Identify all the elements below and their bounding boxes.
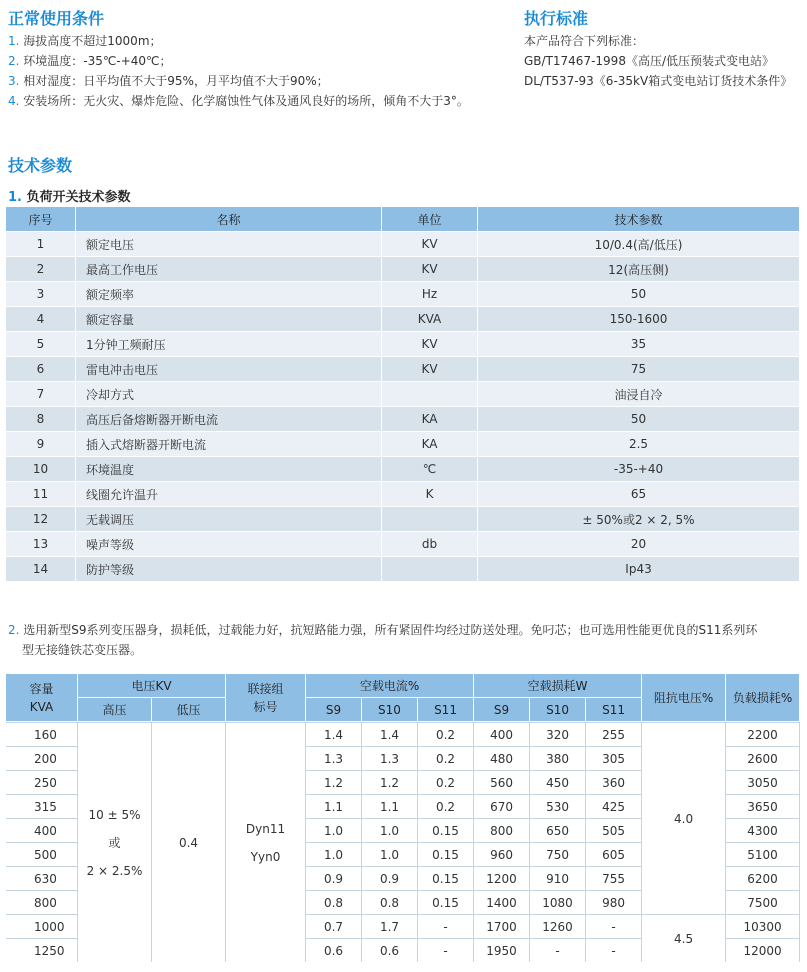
cell-load-loss: 4300 [726,818,800,842]
cell-noload-loss: 1700 [474,914,530,938]
col-header-capacity-l1: 容量 [29,681,54,696]
col-header-impedance: 阻抗电压% [642,674,726,722]
cell-name: 无载调压 [76,506,382,531]
high-voltage-line: 10 ± 5% [88,807,141,822]
cell-noload-loss: 255 [586,722,642,746]
col-header-capacity [6,674,78,722]
cell-index: 9 [6,431,76,456]
cell-capacity: 400 [6,818,78,842]
cell-noload-current: 1.4 [306,722,362,746]
cell-connection-group [226,722,306,962]
condition-text: 相对湿度：日平均值不大于95%，月平均值不大于90%； [23,74,329,88]
cell-name: 额定频率 [76,281,382,306]
cell-noload-current: 0.8 [306,890,362,914]
cell-unit: K [382,481,478,506]
cell-noload-loss: 605 [586,842,642,866]
cell-noload-loss: 505 [586,818,642,842]
cell-noload-loss: 650 [530,818,586,842]
cell-index: 11 [6,481,76,506]
col-header-s11-loss: S11 [586,698,642,722]
cell-noload-loss: 750 [530,842,586,866]
table-row [6,506,800,531]
cell-name: 噪声等级 [76,531,382,556]
cell-noload-current: 1.1 [306,794,362,818]
cell-noload-current: 1.7 [362,914,418,938]
cell-name: 环境温度 [76,456,382,481]
cell-value: 65 [478,481,800,506]
cell-name: 1分钟工频耐压 [76,331,382,356]
cell-name: 最高工作电压 [76,256,382,281]
table-row [6,406,800,431]
cell-unit: KV [382,256,478,281]
cell-capacity: 160 [6,722,78,746]
cell-value: 10/0.4(高/低压) [478,231,800,256]
table-header-row [6,674,800,698]
cell-noload-current: 0.2 [418,722,474,746]
col-header-noload-current: 空载电流% [306,674,474,698]
condition-item [8,51,469,71]
cell-impedance: 4.0 [642,722,726,914]
cell-noload-loss: 670 [474,794,530,818]
cell-index: 4 [6,306,76,331]
col-header-s10-loss: S10 [530,698,586,722]
cell-noload-loss: 530 [530,794,586,818]
cell-index: 1 [6,231,76,256]
cell-index: 2 [6,256,76,281]
cell-noload-current: 0.2 [418,794,474,818]
col-header-s9-loss: S9 [474,698,530,722]
cell-noload-current: 1.0 [306,842,362,866]
cell-noload-loss: 480 [474,746,530,770]
cell-name: 额定容量 [76,306,382,331]
cell-value: 油浸自冷 [478,381,800,406]
cell-capacity: 500 [6,842,78,866]
cell-value: ± 50%或2 × 2, 5% [478,506,800,531]
col-header-s10-current: S10 [362,698,418,722]
cell-index: 13 [6,531,76,556]
cell-name: 线圈允许温升 [76,481,382,506]
cell-noload-loss: 425 [586,794,642,818]
cell-noload-current: 1.3 [362,746,418,770]
cell-value: 2.5 [478,431,800,456]
standards-list [524,31,792,91]
high-voltage-line: 或 [108,835,121,850]
cell-index: 3 [6,281,76,306]
cell-noload-current: 0.9 [362,866,418,890]
cell-capacity: 250 [6,770,78,794]
col-header-high-voltage: 高压 [78,698,152,722]
cell-noload-loss: 1200 [474,866,530,890]
cell-noload-loss: 305 [586,746,642,770]
table-row [6,481,800,506]
cell-unit: Hz [382,281,478,306]
condition-item [8,91,469,111]
cell-noload-current: 0.15 [418,842,474,866]
cell-noload-current: 1.1 [362,794,418,818]
cell-index: 8 [6,406,76,431]
cell-value: 75 [478,356,800,381]
table-row [6,306,800,331]
cell-noload-current: 0.2 [418,770,474,794]
cell-value: -35-+40 [478,456,800,481]
cell-index: 14 [6,556,76,581]
cell-noload-loss: 1400 [474,890,530,914]
table1-caption [8,186,131,205]
cell-unit: db [382,531,478,556]
conditions-list [8,31,469,111]
cell-noload-loss: 1080 [530,890,586,914]
condition-item [8,71,469,91]
col-header-value: 技术参数 [478,207,800,231]
cell-value: 150-1600 [478,306,800,331]
cell-noload-loss: 980 [586,890,642,914]
table-row [6,431,800,456]
cell-capacity: 1250 [6,938,78,962]
conditions-title: 正常使用条件 [8,9,105,28]
cell-name: 高压后备熔断器开断电流 [76,406,382,431]
cell-impedance: 4.5 [642,914,726,962]
condition-num: 3. [8,74,20,88]
cell-noload-current: - [418,914,474,938]
table-row [6,381,800,406]
high-voltage-line: 2 × 2.5% [86,863,143,878]
table-header-row [6,207,800,231]
cell-noload-current: 0.15 [418,890,474,914]
cell-value: 35 [478,331,800,356]
cell-noload-current: 0.6 [306,938,362,962]
cell-low-voltage: 0.4 [152,722,226,962]
cell-noload-current: 0.9 [306,866,362,890]
col-header-voltage: 电压KV [78,674,226,698]
para2-line1 [8,620,757,640]
condition-text: 安装场所：无火灾、爆炸危险、化学腐蚀性气体及通风良好的场所，倾角不大于3°。 [23,94,469,108]
cell-load-loss: 7500 [726,890,800,914]
cell-noload-current: 0.6 [362,938,418,962]
table-row [6,331,800,356]
col-header-group-l1: 联接组 [247,681,284,696]
cell-noload-current: 1.0 [306,818,362,842]
col-header-name: 名称 [76,207,382,231]
cell-value: 50 [478,406,800,431]
cell-unit [382,381,478,406]
cell-noload-current: 1.3 [306,746,362,770]
condition-text: 环境温度：-35℃-+40℃； [23,54,172,68]
cell-unit: KA [382,431,478,456]
cell-noload-current: 0.2 [418,746,474,770]
table-row [6,722,800,746]
cell-index: 10 [6,456,76,481]
transformer-params-table [6,674,800,962]
cell-noload-loss: - [586,938,642,962]
cell-load-loss: 10300 [726,914,800,938]
cell-noload-current: 1.4 [362,722,418,746]
cell-noload-current: 0.15 [418,866,474,890]
cell-value: Ip43 [478,556,800,581]
table-row [6,256,800,281]
cell-noload-loss: - [586,914,642,938]
cell-value: 12(高压侧) [478,256,800,281]
standard-line: DL/T537-93《6-35kV箱式变电站订货技术条件》 [524,74,793,88]
cell-unit: KV [382,231,478,256]
connection-group-line: Dyn11 [245,821,286,836]
cell-index: 6 [6,356,76,381]
col-header-index: 序号 [6,207,76,231]
col-header-s9-current: S9 [306,698,362,722]
cell-noload-current: 0.15 [418,818,474,842]
cell-index: 5 [6,331,76,356]
cell-noload-loss: - [530,938,586,962]
cell-noload-current: 1.2 [306,770,362,794]
cell-noload-loss: 800 [474,818,530,842]
para2-num: 2. [8,623,20,637]
cell-capacity: 200 [6,746,78,770]
cell-unit: KVA [382,306,478,331]
table-row [6,531,800,556]
cell-noload-loss: 380 [530,746,586,770]
cell-noload-loss: 320 [530,722,586,746]
table1-caption-num: 1. [8,190,22,205]
col-header-s11-current: S11 [418,698,474,722]
cell-capacity: 315 [6,794,78,818]
table-row [6,356,800,381]
cell-capacity: 800 [6,890,78,914]
cell-capacity: 1000 [6,914,78,938]
para2 [8,620,757,660]
cell-load-loss: 6200 [726,866,800,890]
cell-noload-loss: 1260 [530,914,586,938]
cell-load-loss: 3050 [726,770,800,794]
table1-caption-text: 负荷开关技术参数 [26,190,131,205]
condition-num: 1. [8,34,20,48]
cell-noload-current: 0.7 [306,914,362,938]
cell-index: 7 [6,381,76,406]
col-header-unit: 单位 [382,207,478,231]
cell-unit: ℃ [382,456,478,481]
col-header-group-l2: 标号 [253,699,278,714]
cell-index: 12 [6,506,76,531]
cell-load-loss: 2600 [726,746,800,770]
load-switch-params-table [6,207,800,581]
condition-num: 4. [8,94,20,108]
cell-load-loss: 2200 [726,722,800,746]
cell-noload-loss: 560 [474,770,530,794]
col-header-low-voltage: 低压 [152,698,226,722]
cell-load-loss: 5100 [726,842,800,866]
col-header-group [226,674,306,722]
connection-group-line: Yyn0 [250,849,281,864]
table-row [6,456,800,481]
cell-load-loss: 3650 [726,794,800,818]
cell-name: 插入式熔断器开断电流 [76,431,382,456]
cell-unit: KV [382,356,478,381]
cell-noload-loss: 400 [474,722,530,746]
col-header-capacity-l2: KVA [29,699,54,714]
table-row [6,281,800,306]
cell-unit: KV [382,331,478,356]
cell-unit [382,556,478,581]
table-row [6,231,800,256]
cell-noload-loss: 1950 [474,938,530,962]
cell-noload-loss: 960 [474,842,530,866]
cell-noload-loss: 910 [530,866,586,890]
cell-noload-current: 1.0 [362,842,418,866]
cell-name: 防护等级 [76,556,382,581]
cell-load-loss: 12000 [726,938,800,962]
standard-line: GB/T17467-1998《高压/低压预装式变电站》 [524,54,774,68]
cell-value: 50 [478,281,800,306]
cell-unit: KA [382,406,478,431]
col-header-load-loss: 负载损耗% [726,674,800,722]
standards-title: 执行标准 [524,9,589,28]
cell-noload-current: 1.0 [362,818,418,842]
cell-noload-loss: 755 [586,866,642,890]
cell-unit [382,506,478,531]
tech-title: 技术参数 [8,156,73,175]
condition-num: 2. [8,54,20,68]
cell-noload-current: 1.2 [362,770,418,794]
cell-noload-loss: 360 [586,770,642,794]
cell-name: 冷却方式 [76,381,382,406]
cell-noload-current: - [418,938,474,962]
cell-name: 额定电压 [76,231,382,256]
para2-line2: 型无接缝铁芯变压器。 [22,643,143,657]
cell-name: 雷电冲击电压 [76,356,382,381]
cell-noload-loss: 450 [530,770,586,794]
condition-text: 海拔高度不超过1000m； [23,34,162,48]
standard-line: 本产品符合下列标准： [524,34,645,48]
col-header-noload-loss: 空载损耗W [474,674,642,698]
cell-capacity: 630 [6,866,78,890]
table-row [6,556,800,581]
cell-value: 20 [478,531,800,556]
para2-text1: 选用新型S9系列变压器身，损耗低，过载能力好，抗短路能力强，所有紧固件均经过防送处理。免叼芯；也可选用性能更优良的S11系列环 [23,623,758,637]
cell-noload-current: 0.8 [362,890,418,914]
condition-item [8,31,469,51]
cell-high-voltage [78,722,152,962]
